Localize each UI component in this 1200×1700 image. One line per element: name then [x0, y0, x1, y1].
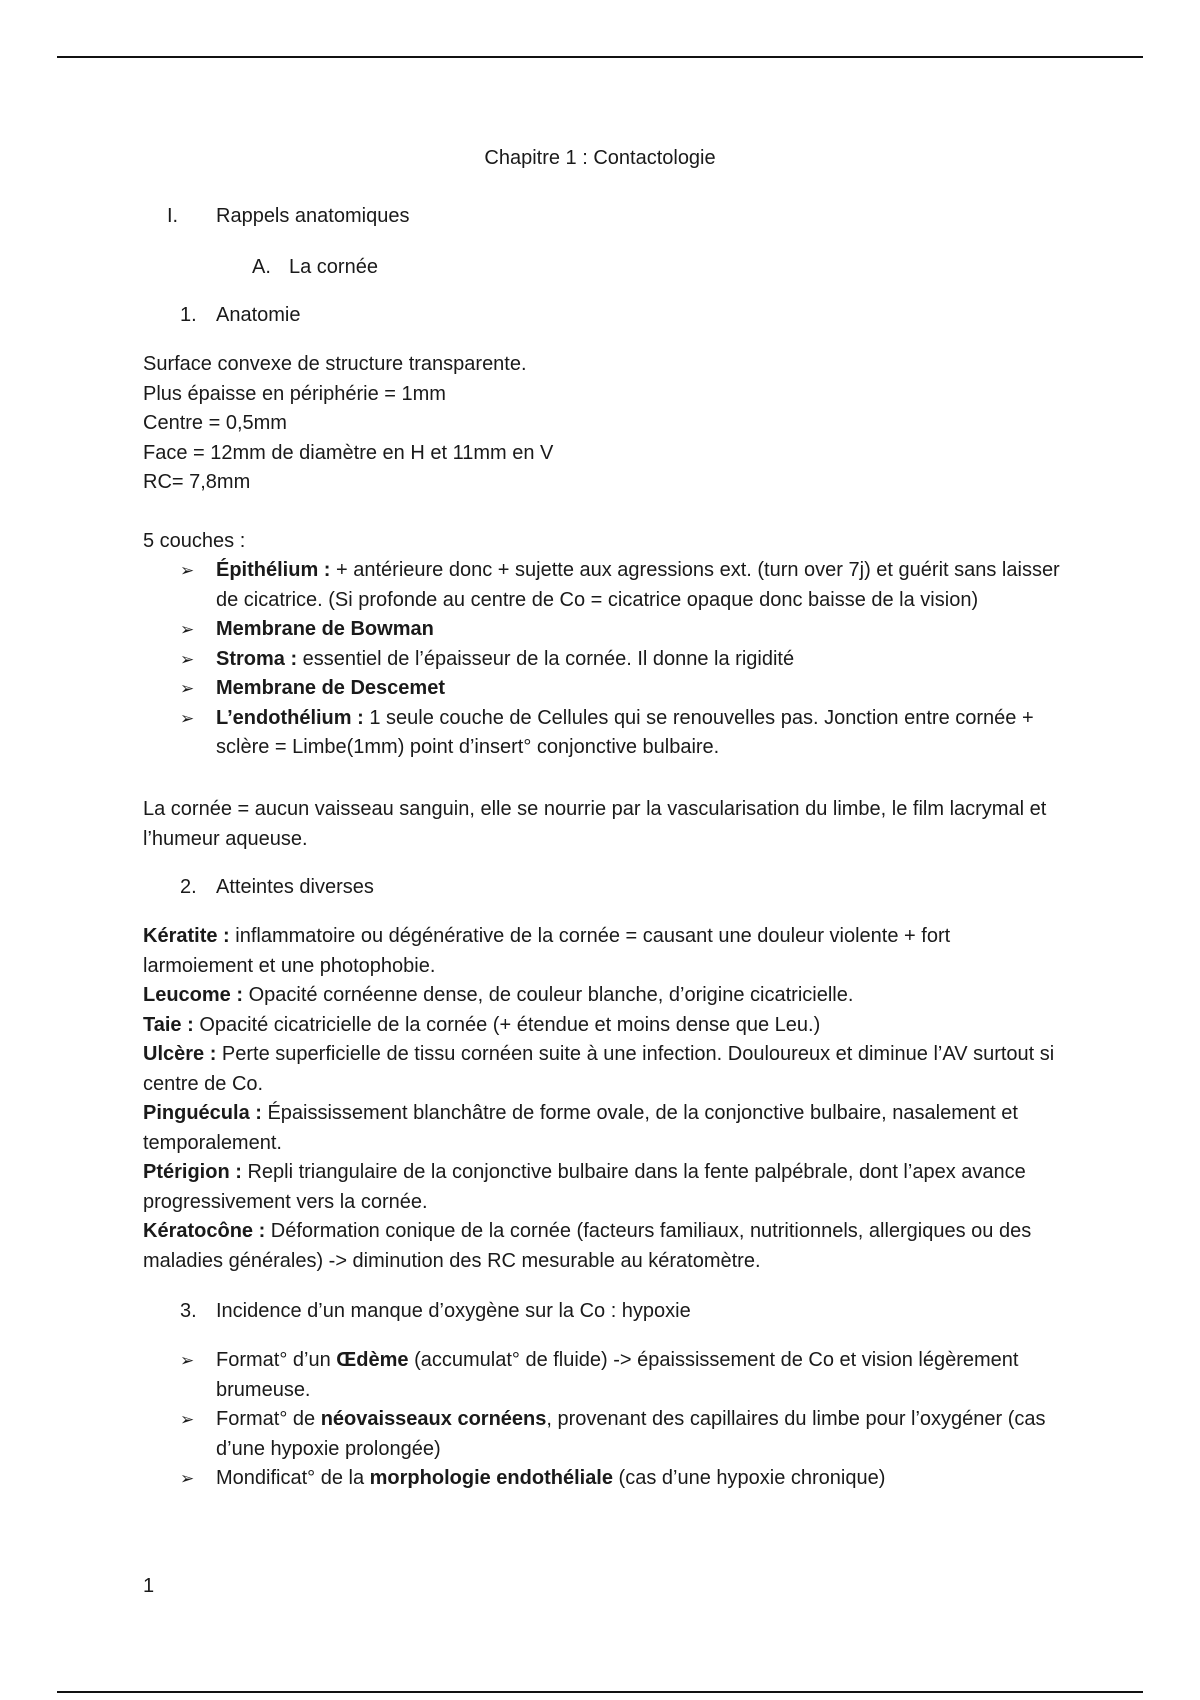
list-item [180, 674, 1060, 704]
arrow-bullet-icon: ➢ [180, 620, 195, 639]
arrow-bullet-icon: ➢ [180, 561, 195, 580]
definition: + antérieure donc + sujette aux agressions ext. (turn over 7j) et guérit sans laisser de cicatrice. (Si profonde au centre de Co = cicatrice opaque donc baisse de la vision) [216, 559, 1060, 611]
anatomy-line: Surface convexe de structure transparente. [143, 353, 527, 375]
section-number: I. [167, 205, 179, 227]
list-item [143, 1011, 1063, 1041]
term: Leucome : [143, 984, 244, 1006]
section-heading-I [167, 202, 409, 232]
term: Œdème [336, 1349, 409, 1371]
anatomy-line: Plus épaisse en périphérie = 1mm [143, 382, 446, 405]
term: Kératite : [143, 925, 230, 947]
arrow-bullet-icon: ➢ [180, 708, 195, 728]
subheading-anatomie [180, 301, 301, 331]
text: (accumulat° de fluide) -> épaississement de Co et vision légèrement brumeuse. [216, 1349, 1019, 1401]
subheading-label: Atteintes diverses [216, 876, 374, 898]
text: Mondificat° de la [216, 1467, 370, 1489]
header-rule [57, 56, 1143, 58]
term: Membrane de Bowman [216, 618, 434, 640]
arrow-bullet-icon: ➢ [180, 679, 195, 698]
section-label: La cornée [289, 256, 378, 278]
subheading-number: 3. [180, 1300, 197, 1322]
arrow-bullet-icon: ➢ [180, 1410, 195, 1429]
cornea-note: La cornée = aucun vaisseau sanguin, elle se nourrie par la vascularisation du limbe, le film lacrymal et l’humeur aqueuse. [143, 798, 1047, 850]
subheading-hypoxie [180, 1297, 691, 1327]
list-item [180, 615, 1060, 645]
term: morphologie endothéliale [369, 1467, 613, 1489]
term: Pinguécula : [143, 1102, 262, 1124]
text: , provenant des capillaires du limbe pour l’oxygéner (cas d’une hypoxie prolongée) [216, 1408, 1046, 1460]
list-item [180, 1346, 1060, 1405]
definition: Opacité cicatricielle de la cornée (+ étendue et moins dense que Leu.) [193, 1013, 821, 1036]
list-item [143, 1217, 1063, 1276]
definition: Repli triangulaire de la conjonctive bulbaire dans la fente palpébrale, dont l’apex avance progressivement vers la cornée. [143, 1161, 1026, 1213]
list-item [143, 981, 1063, 1011]
term: Ulcère : [143, 1043, 217, 1065]
subheading-atteintes [180, 873, 374, 903]
term: L’endothélium : [216, 706, 364, 729]
definition: 1 seule couche de Cellules qui se renouvelles pas. Jonction entre cornée + sclère = Limbe(1mm) point d’insert° conjonctive bulbaire. [216, 706, 1034, 758]
term: Kératocône : [143, 1220, 266, 1242]
list-item [180, 1405, 1060, 1464]
term: Membrane de Descemet [216, 677, 445, 699]
term: néovaisseaux cornéens [320, 1408, 547, 1430]
term: Taie : [143, 1013, 194, 1036]
anatomy-paragraph [143, 350, 1063, 498]
anatomy-line: Face = 12mm de diamètre en H et 11mm en V [143, 441, 554, 464]
term: Ptérigion : [143, 1161, 242, 1183]
arrow-bullet-icon: ➢ [180, 1469, 195, 1488]
subheading-label: Incidence d’un manque d’oxygène sur la Co : hypoxie [216, 1300, 691, 1322]
definition: Déformation conique de la cornée (facteurs familiaux, nutritionnels, allergiques ou des maladies générales) -> diminution des RC mesurable au kératomètre. [143, 1220, 1032, 1272]
section-number: A. [252, 256, 271, 278]
atteintes-list [143, 922, 1063, 1276]
page-title: Chapitre 1 : Contactologie [484, 147, 716, 169]
text: Format° d’un [216, 1349, 337, 1371]
definition: inflammatoire ou dégénérative de la cornée = causant une douleur violente + fort larmoiement et une photophobie. [143, 925, 951, 977]
list-item [180, 556, 1060, 615]
couches-list [180, 556, 1060, 763]
couches-intro: 5 couches : [143, 530, 246, 552]
subheading-number: 2. [180, 876, 197, 898]
subheading-number: 1. [180, 304, 197, 326]
definition: Opacité cornéenne dense, de couleur blanche, d’origine cicatricielle. [243, 984, 854, 1006]
list-item [180, 1464, 1060, 1494]
list-item [143, 1099, 1063, 1158]
arrow-bullet-icon: ➢ [180, 649, 195, 669]
section-heading-A [252, 253, 378, 283]
text: Format° de [216, 1408, 321, 1430]
section-label: Rappels anatomiques [216, 205, 410, 227]
list-item [180, 645, 1060, 675]
list-item [180, 704, 1060, 763]
anatomy-line: Centre = 0,5mm [143, 412, 287, 434]
anatomy-line: RC= 7,8mm [143, 471, 251, 493]
list-item [143, 922, 1063, 981]
arrow-bullet-icon: ➢ [180, 1351, 195, 1370]
text: (cas d’une hypoxie chronique) [613, 1467, 886, 1489]
definition: essentiel de l’épaisseur de la cornée. Il donne la rigidité [297, 647, 795, 670]
subheading-label: Anatomie [216, 304, 301, 326]
list-item [143, 1158, 1063, 1217]
page-number: 1 [143, 1575, 155, 1597]
footer-rule [57, 1691, 1143, 1693]
definition: Épaississement blanchâtre de forme ovale, de la conjonctive bulbaire, nasalement et temporalement. [143, 1102, 1018, 1154]
hypoxie-list [180, 1346, 1060, 1494]
list-item [143, 1040, 1063, 1099]
definition: Perte superficielle de tissu cornéen suite à une infection. Douloureux et diminue l’AV surtout si centre de Co. [143, 1043, 1055, 1095]
term: Épithélium : [216, 559, 331, 581]
term: Stroma : [216, 647, 298, 670]
